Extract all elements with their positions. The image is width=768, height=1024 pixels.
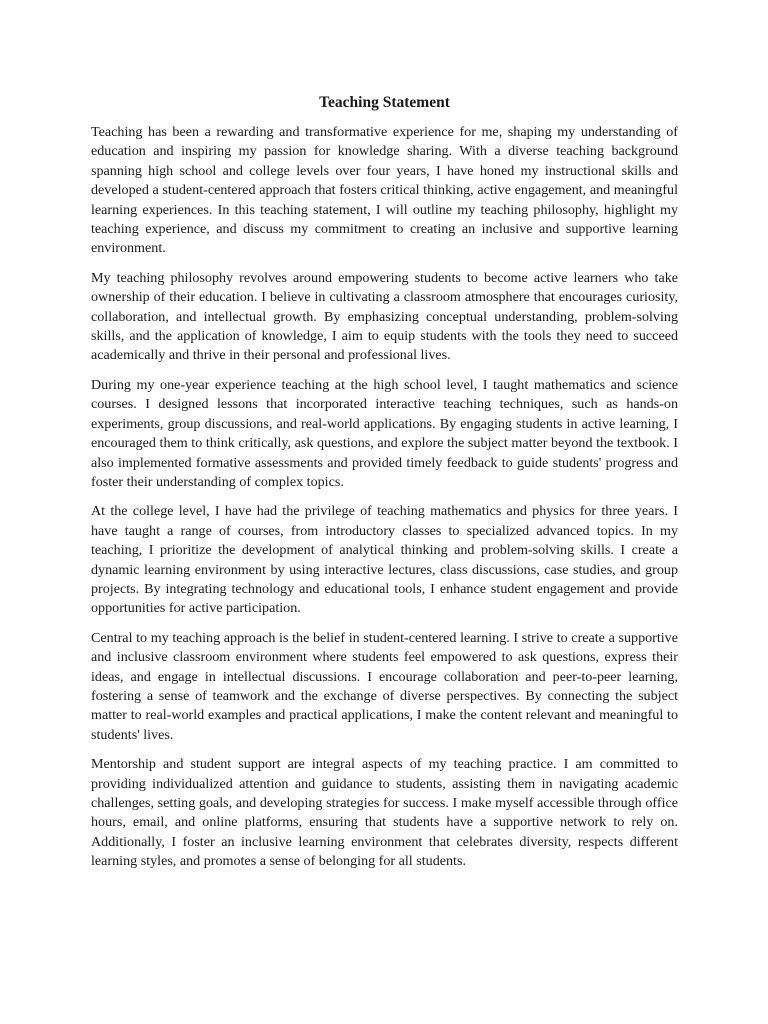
paragraph-high-school-experience: During my one-year experience teaching at the high school level, I taught mathematics and science courses. I designed lessons that incorporated interactive teaching techniques, such as hands-on experiments, group discussions, and real-world applications. By engaging students in active learning, I encouraged them to think critically, ask questions, and explore the subject matter beyond the textbook. I also implemented formative assessments and provided timely feedback to guide students' progress and foster their understanding of complex topics. xyxy=(91,376,678,490)
paragraph-mentorship: Mentorship and student support are integral aspects of my teaching practice. I am committed to providing individualized attention and guidance to students, assisting them in navigating academic challenges, setting goals, and developing strategies for success. I make myself accessible through office hours, email, and online platforms, ensuring that students have a supportive network to rely on. Additionally, I foster an inclusive learning environment that celebrates diversity, respects different learning styles, and promotes a sense of belonging for all students. xyxy=(91,756,678,870)
paragraph-college-experience: At the college level, I have had the privilege of teaching mathematics and physics for three years. I have taught a range of courses, from introductory classes to specialized advanced topics. In my teaching, I prioritize the development of analytical thinking and problem-solving skills. I create a dynamic learning environment by using interactive lectures, class discussions, case studies, and group projects. By integrating technology and educational tools, I enhance student engagement and provide opportunities for active participation. xyxy=(91,503,678,617)
paragraph-philosophy: My teaching philosophy revolves around empowering students to become active learners who take ownership of their education. I believe in cultivating a classroom atmosphere that encourages curiosity, collaboration, and intellectual growth. By emphasizing conceptual understanding, problem-solving skills, and the application of knowledge, I aim to equip students with the tools they need to succeed academically and thrive in their personal and professional lives. xyxy=(91,269,678,364)
paragraph-intro: Teaching has been a rewarding and transformative experience for me, shaping my understanding of education and inspiring my passion for knowledge sharing. With a diverse teaching background spanning high school and college levels over four years, I have honed my instructional skills and developed a student-centered approach that fosters critical thinking, active engagement, and meaningful learning experiences. In this teaching statement, I will outline my teaching philosophy, highlight my teaching experience, and discuss my commitment to creating an inclusive and supportive learning environment. xyxy=(91,124,678,257)
paragraph-student-centered-learning: Central to my teaching approach is the belief in student-centered learning. I strive to create a supportive and inclusive classroom environment where students feel empowered to ask questions, express their ideas, and engage in intellectual discussions. I encourage collaboration and peer-to-peer learning, fostering a sense of teamwork and the exchange of diverse perspectives. By connecting the subject matter to real-world examples and practical applications, I make the content relevant and meaningful to students' lives. xyxy=(91,629,678,743)
document-body xyxy=(91,93,678,882)
page-title: Teaching Statement xyxy=(319,94,450,111)
